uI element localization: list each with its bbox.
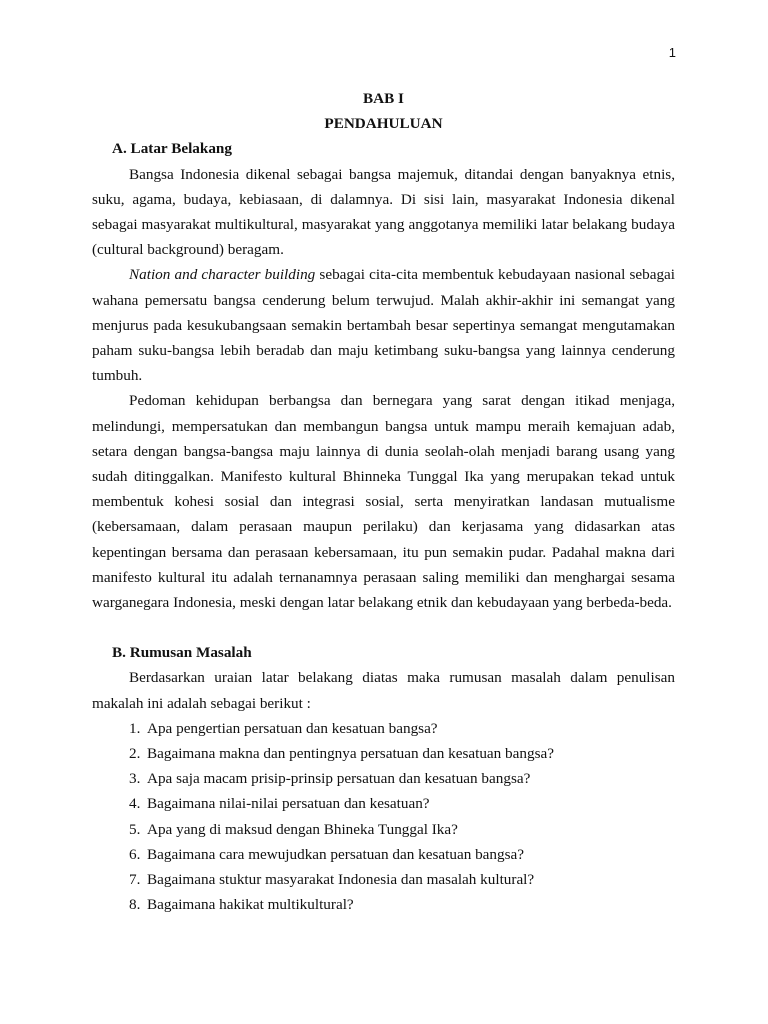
list-item-number: 2. xyxy=(129,745,141,763)
list-item-number: 7. xyxy=(129,871,141,889)
list-item-number: 1. xyxy=(129,719,141,737)
page-number: 1 xyxy=(668,45,676,60)
list-item xyxy=(129,892,675,917)
paragraph-2-italic-phrase: Nation and character building xyxy=(129,266,316,284)
question-list xyxy=(92,716,675,918)
list-item xyxy=(129,741,675,766)
list-item-text: Bagaimana makna dan pentingnya persatuan dan kesatuan bangsa? xyxy=(147,745,554,763)
list-item-text: Apa saja macam prisip-prinsip persatuan dan kesatuan bangsa? xyxy=(147,770,531,788)
list-item-text: Bagaimana nilai-nilai persatuan dan kesatuan? xyxy=(147,795,430,813)
list-item-number: 4. xyxy=(129,795,141,813)
list-item-number: 6. xyxy=(129,845,141,863)
list-item-number: 5. xyxy=(129,820,141,838)
list-item xyxy=(129,842,675,867)
list-item xyxy=(129,817,675,842)
section-b-heading: B. Rumusan Masalah xyxy=(112,644,252,662)
section-a-paragraph-3: Pedoman kehidupan berbangsa dan bernegara yang sarat dengan itikad menjaga, melindungi, mempersatukan dan membangun bangsa untuk mampu meraih kemajuan adab, setara dengan bangsa-bangsa maju lainnya di dunia seolah-olah menjadi barang usang yang sudah ditinggalkan. Manifesto kultural Bhinneka Tunggal Ika yang merupakan tekad untuk membentuk kohesi sosial dan integrasi sosial, serta menyiratkan landasan mutualisme (kebersamaan, dalam perasaan maupun perilaku) dan kerjasama yang didasarkan atas kepentingan bersama dan perasaan kebersamaan, itu pun semakin pudar. Padahal makna dari manifesto kultural itu adalah ternanamnya perasaan saling memiliki dan menghargai sesama warganegara Indonesia, meski dengan latar belakang etnik dan kebudayaan yang berbeda-beda. xyxy=(92,392,675,612)
list-item xyxy=(129,716,675,741)
list-item xyxy=(129,791,675,816)
list-item-text: Bagaimana hakikat multikultural? xyxy=(147,896,354,914)
list-item-number: 8. xyxy=(129,896,141,914)
section-a-heading: A. Latar Belakang xyxy=(112,140,232,158)
chapter-subtitle: PENDAHULUAN xyxy=(324,115,443,133)
list-item xyxy=(129,867,675,892)
list-item-number: 3. xyxy=(129,770,141,788)
list-item-text: Apa pengertian persatuan dan kesatuan bangsa? xyxy=(147,719,438,737)
section-a-paragraph-2 xyxy=(92,262,675,388)
list-item-text: Apa yang di maksud dengan Bhineka Tunggal Ika? xyxy=(147,820,458,838)
section-a-paragraph-1: Bangsa Indonesia dikenal sebagai bangsa majemuk, ditandai dengan banyaknya etnis, suku, agama, budaya, kebiasaan, di dalamnya. Di sisi lain, masyarakat Indonesia dikenal sebagai masyarakat multikultural, masyarakat yang anggotanya memiliki latar belakang budaya (cultural background) beragam. xyxy=(92,165,675,259)
paragraph-2-text: sebagai cita-cita membentuk kebudayaan nasional sebagai wahana pemersatu bangsa cenderung belum terwujud. Malah akhir-akhir ini semangat yang menjurus pada kesukubangsaan semakin bertambah besar sepertinya semangat mengutamakan paham suku-bangsa lebih beradab dan maju ketimbang suku-bangsa yang lainnya cenderung tumbuh. xyxy=(92,266,675,385)
list-item-text: Bagaimana cara mewujudkan persatuan dan kesatuan bangsa? xyxy=(147,845,524,863)
list-item xyxy=(129,766,675,791)
document-body xyxy=(92,86,675,918)
section-b-intro: Berdasarkan uraian latar belakang diatas maka rumusan masalah dalam penulisan makalah ini adalah sebagai berikut : xyxy=(92,669,675,712)
list-item-text: Bagaimana stuktur masyarakat Indonesia dan masalah kultural? xyxy=(147,871,535,889)
chapter-title: BAB I xyxy=(363,90,404,107)
